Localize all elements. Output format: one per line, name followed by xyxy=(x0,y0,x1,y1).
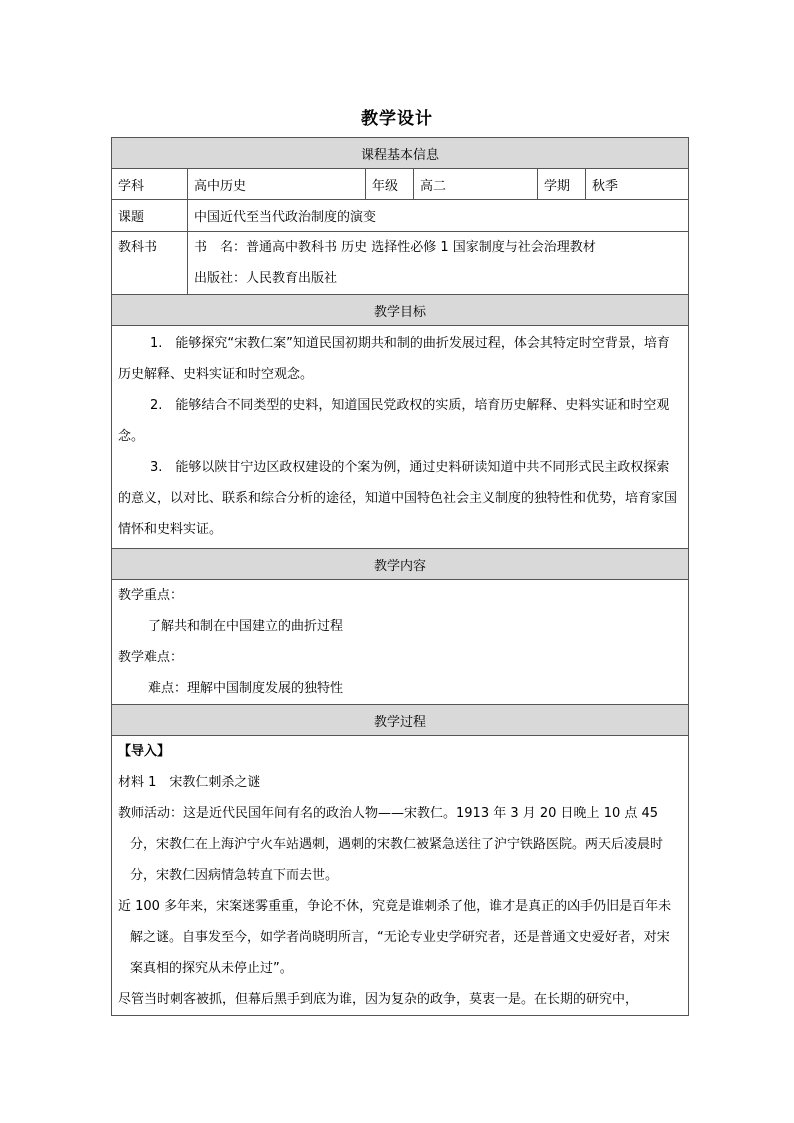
key-point-value: 了解共和制在中国建立的曲折过程 xyxy=(148,619,344,634)
textbook-label: 教科书 xyxy=(112,232,188,295)
key-point-label: 教学重点： xyxy=(118,588,184,603)
textbook-row xyxy=(112,232,689,295)
process-row xyxy=(112,736,689,1016)
section-heading-basic: 课程基本信息 xyxy=(112,138,689,169)
difficult-point-label: 教学难点： xyxy=(118,650,184,665)
process-header-row xyxy=(112,705,689,736)
topic-row xyxy=(112,200,689,232)
process-paragraph: 尽管当时刺客被抓，但幕后黑手到底为谁，因为复杂的政争，莫衷一是。在长期的研究中， xyxy=(118,992,639,1007)
objectives-cell xyxy=(112,326,689,549)
textbook-cell xyxy=(188,232,689,295)
term-label: 学期 xyxy=(538,169,586,200)
grade-label: 年级 xyxy=(366,169,414,200)
difficult-point-value: 难点：理解中国制度发展的独特性 xyxy=(148,681,344,696)
process-cell xyxy=(112,736,689,1016)
info-row xyxy=(112,169,689,200)
process-paragraph: 近 100 多年来，宋案迷雾重重，争论不休，究竟是谁刺杀了他，谁才是真正的凶手仍旧是百年未解之谜。自事发至今，如学者尚晓明所言，“无论专业史学研究者，还是普通文史爱好者，对宋案真相的探究从未停止过”。 xyxy=(118,899,672,976)
subject-label: 学科 xyxy=(112,169,188,200)
term-value: 秋季 xyxy=(586,169,689,200)
textbook-name: 书 名：普通高中教科书 历史 选择性必修 1 国家制度与社会治理教材 xyxy=(194,240,596,255)
subject-value: 高中历史 xyxy=(188,169,366,200)
content-row xyxy=(112,580,689,705)
section-heading-objectives: 教学目标 xyxy=(112,295,689,326)
objectives-header-row xyxy=(112,295,689,326)
objective-item: 3. 能够以陕甘宁边区政权建设的个案为例，通过史料研读知道中共不同形式民主政权探索的意义，以对比、联系和综合分析的途径，知道中国特色社会主义制度的独特性和优势，培育家国情怀和史料实证。 xyxy=(118,460,678,537)
content-cell xyxy=(112,580,689,705)
lesson-plan-table xyxy=(111,137,689,1016)
material-title: 材料 1 宋教仁刺杀之谜 xyxy=(118,775,261,790)
topic-label: 课题 xyxy=(112,200,188,232)
section-heading-content: 教学内容 xyxy=(112,549,689,580)
objectives-row xyxy=(112,326,689,549)
topic-value: 中国近代至当代政治制度的演变 xyxy=(188,200,689,232)
basic-info-header-row xyxy=(112,138,689,169)
content-header-row xyxy=(112,549,689,580)
intro-heading: 【导入】 xyxy=(118,744,171,759)
objective-item: 2. 能够结合不同类型的史料，知道国民党政权的实质，培育历史解释、史料实证和时空观念。 xyxy=(118,398,670,444)
process-paragraph: 教师活动：这是近代民国年间有名的政治人物——宋教仁。1913 年 3 月 20 日晚上 10 点 45 分，宋教仁在上海沪宁火车站遇刺，遇刺的宋教仁被紧急送往了沪宁铁路医院。两天后凌晨时分，宋教仁因病情急转直下而去世。 xyxy=(118,806,664,883)
section-heading-process: 教学过程 xyxy=(112,705,689,736)
document-title: 教学设计 xyxy=(361,109,433,129)
objective-item: 1. 能够探究“宋教仁案”知道民国初期共和制的曲折发展过程，体会其特定时空背景，培育历史解释、史料实证和时空观念。 xyxy=(118,336,670,382)
grade-value: 高二 xyxy=(414,169,538,200)
textbook-publisher: 出版社：人民教育出版社 xyxy=(194,271,338,286)
